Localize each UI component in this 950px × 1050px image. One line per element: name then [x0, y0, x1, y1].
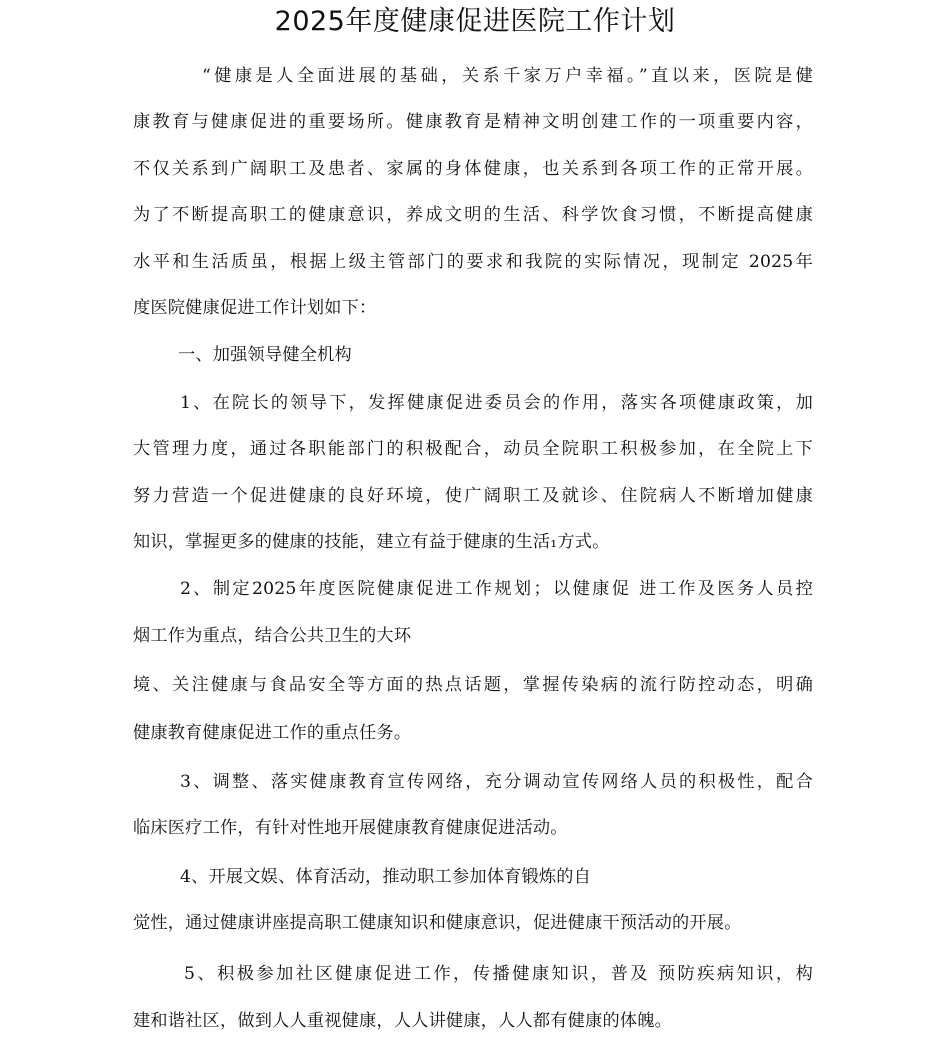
paragraph-line: 知识，掌握更多的健康的技能，建立有益于健康的生活₁方式。	[133, 532, 610, 552]
paragraph-line: 临床医疗工作，有针对性地开展健康教育健康促进活动。	[133, 818, 568, 838]
section-heading: 一、加强领导健全机构	[178, 345, 352, 365]
paragraph-line: 1、在院长的领导下，发挥健康促进委员会的作用，落实各项健康政策，加	[180, 393, 813, 413]
paragraph-line: 康教育与健康促进的重要场所。健康教育是精神文明创建工作的一项重要内容，	[133, 112, 813, 132]
paragraph-line: 健康教育健康促进工作的重点任务。	[133, 723, 412, 743]
paragraph-line: “健康是人全面进展的基础，关系千家万户幸福。”直以来，医院是健	[202, 66, 813, 86]
paragraph-line: 大管理力度，通过各职能部门的积极配合，动员全院职工积极参加，在全院上下	[133, 439, 813, 459]
paragraph-line: 觉性，通过健康讲座提高职工健康知识和健康意识，促进健康干预活动的开展。	[133, 913, 742, 933]
paragraph-line: 烟工作为重点，结合公共卫生的大环	[133, 626, 412, 646]
paragraph-line: 5、积极参加社区健康促进工作，传播健康知识，普及 预防疾病知识，构	[184, 964, 813, 984]
paragraph-line: 不仅关系到广阔职工及患者、家属的身体健康，也关系到各项工作的正常开展。	[133, 159, 813, 179]
paragraph-line: 3、调整、落实健康教育宣传网络，充分调动宣传网络人员的积极性，配合	[180, 772, 813, 792]
paragraph-line: 努力营造一个促进健康的良好环境，使广阔职工及就诊、住院病人不断增加健康	[133, 486, 813, 506]
paragraph-line: 度医院健康促进工作计划如下：	[133, 298, 377, 318]
paragraph-line: 境、关注健康与食品安全等方面的热点话题，掌握传染病的流行防控动态，明确	[133, 675, 813, 695]
paragraph-line: 为了不断提高职工的健康意识，养成文明的生活、科学饮食习惯，不断提高健康	[133, 205, 813, 225]
paragraph-line: 4、开展文娱、体育活动，推动职工参加体育锻炼的自	[180, 867, 592, 887]
paragraph-line: 建和谐社区，做到人人重视健康，人人讲健康，人人都有健康的体魄。	[133, 1011, 673, 1031]
paragraph-line: 2、制定2025年度医院健康促进工作规划；以健康促 进工作及医务人员控	[180, 579, 813, 599]
document-title: 2025年度健康促进医院工作计划	[274, 6, 676, 37]
paragraph-line: 水平和生活质虽，根据上级主管部门的要求和我院的实际情况，现制定 2025年	[133, 252, 813, 272]
